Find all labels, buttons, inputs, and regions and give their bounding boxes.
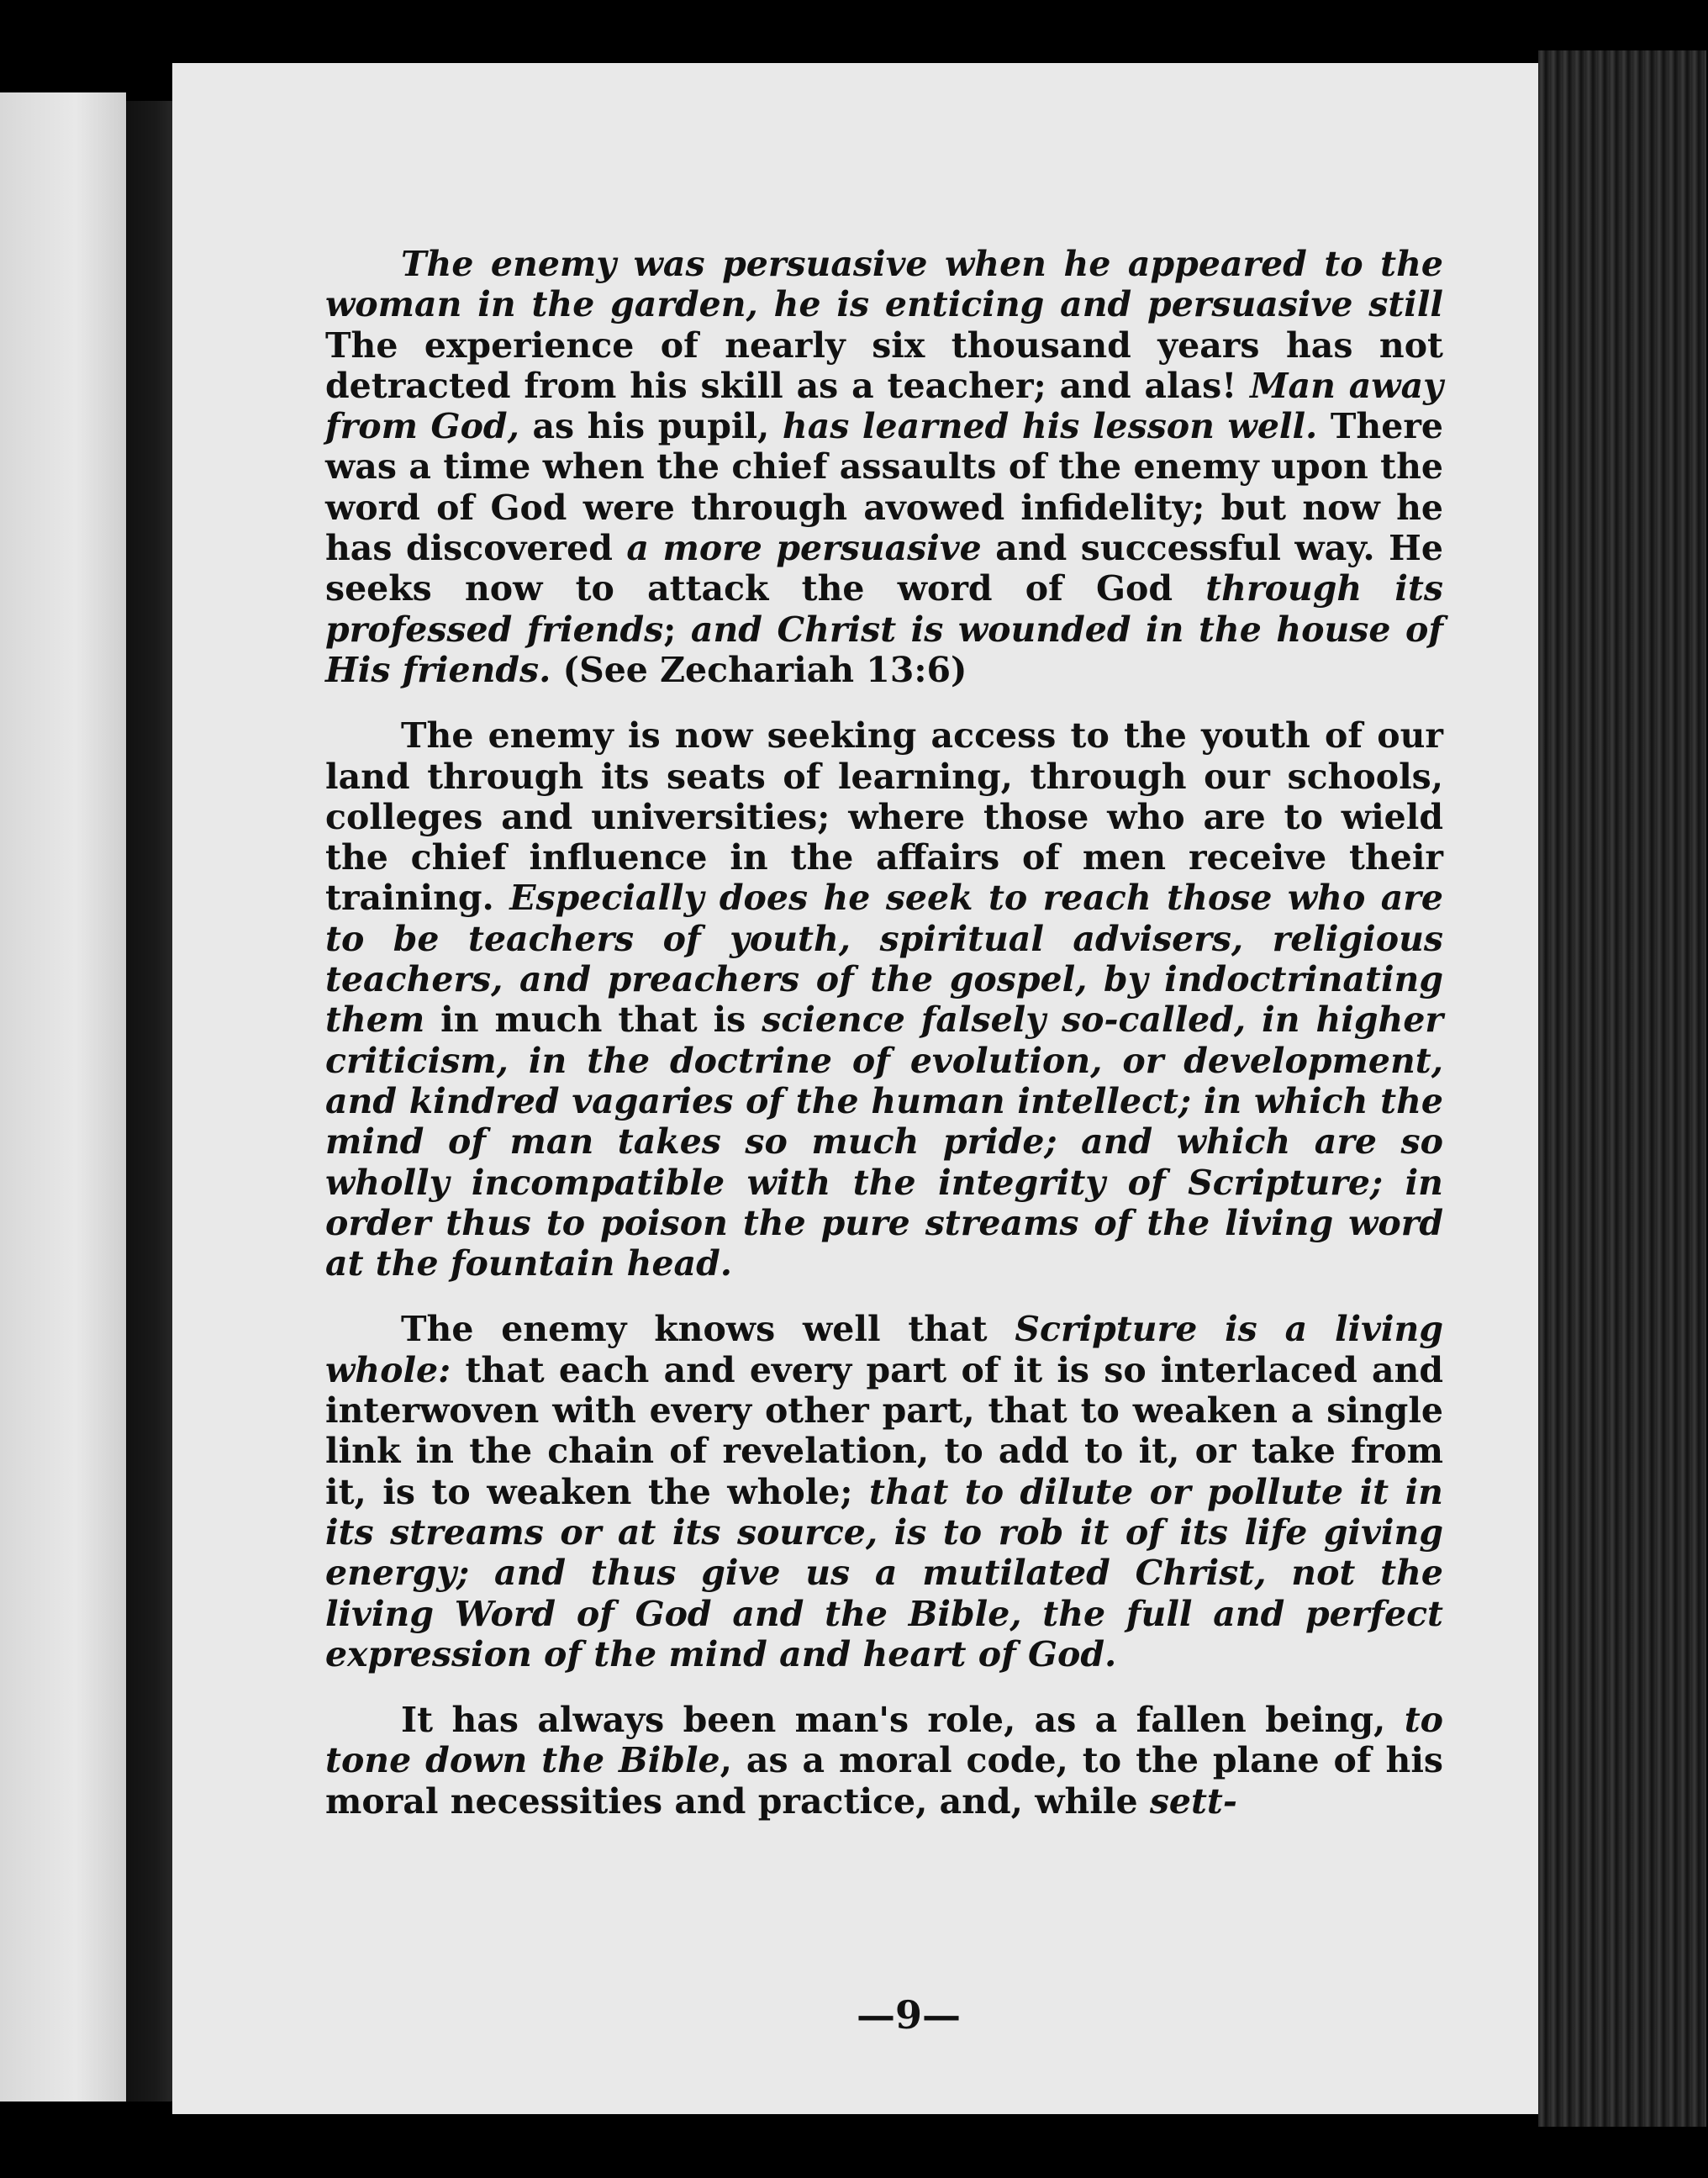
page-number — [0, 1992, 1708, 2038]
body-text — [325, 244, 1443, 1847]
paragraph-1 — [325, 244, 1443, 690]
text-segment: as his pupil, — [519, 406, 783, 447]
text-segment: Man away from God, — [325, 365, 1443, 447]
text-segment: Especially does he seek to reach those who are to be teachers of youth, spiritual advisers, religious teachers, and preachers of the gospel, by indoctrinating them — [325, 878, 1443, 1041]
page-number-text: —9— — [856, 1992, 961, 2038]
text-segment: There was a time when the chief assaults of the enemy upon the word of God were through avowed infidelity; but now he has discovered — [325, 406, 1444, 569]
page-stack-edge — [1538, 50, 1706, 2127]
text-segment: that each and every part of it is so interlaced and interwoven with every other part, that to weaken a single link in the chain of revelation, to add to it, or take from it, is to weaken the whole; — [325, 1349, 1443, 1512]
text-segment: (See Zechariah 13:6) — [551, 649, 967, 690]
text-segment: The enemy was persuasive when he appeared to the woman in the garden, he is enticing and persuasive still — [325, 244, 1443, 325]
text-segment: that to dilute or pollute it in its streams or at its source, is to rob it of its life giving energy; and thus give us a mutilated Christ, not the living Word of God and the Bible, the full and perfect expression of the mind and heart of God. — [325, 1471, 1443, 1674]
text-segment: It has always been man's role, as a fallen being, — [401, 1700, 1405, 1741]
text-segment: to tone down the Bible — [325, 1700, 1443, 1781]
text-segment: through its professed friends — [325, 568, 1443, 650]
text-segment: ; — [663, 609, 691, 650]
text-segment: The experience of nearly six thousand years has not detracted from his skill as a teacher; and alas! — [325, 324, 1443, 406]
text-segment: sett- — [1149, 1780, 1237, 1822]
paragraph-4 — [325, 1700, 1443, 1822]
paragraph-2 — [325, 715, 1443, 1284]
text-segment: has learned his lesson well. — [782, 406, 1318, 447]
text-segment: and Christ is wounded in the house of His friends. — [325, 609, 1443, 690]
text-segment: science falsely so-called, in higher criticism, in the doctrine of evolution, or development, and kindred vagaries of the human intellect; in which the mind of man takes so much pride; and which are so wholly incompatible with the integrity of Scripture; in order thus to poison the pure streams of the living word at the fountain head. — [325, 999, 1443, 1284]
text-segment: , as a moral code, to the plane of his moral necessities and practice, and, while — [325, 1740, 1443, 1822]
book-gutter — [126, 101, 177, 2102]
facing-page-edge — [0, 92, 126, 2102]
text-segment: a more persuasive — [626, 528, 982, 569]
text-segment: The enemy is now seeking access to the youth of our land through its seats of learning, through our schools, colleges and universities; where those who are to wield the chief influence in the affairs of men receive their training. — [325, 715, 1443, 919]
text-segment: in much that is — [424, 999, 762, 1041]
paragraph-3 — [325, 1309, 1443, 1674]
text-segment: and successful way. He seeks now to attack the word of God — [325, 528, 1443, 609]
text-segment: Scripture is a living whole: — [325, 1309, 1443, 1390]
text-segment: The enemy knows well that — [401, 1309, 1015, 1350]
